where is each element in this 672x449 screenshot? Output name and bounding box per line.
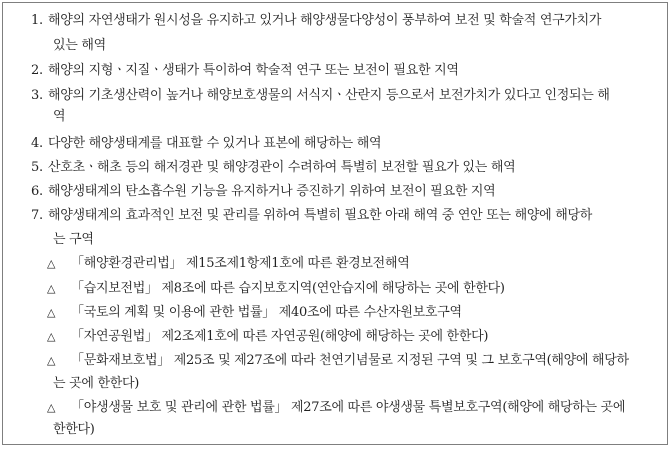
triangle-bullet-icon: △ bbox=[47, 330, 56, 343]
sub-item-text: 「습지보전법」 제8조에 따른 습지보호지역(연안습지에 해당하는 곳에 한한다) bbox=[71, 281, 505, 296]
sub-item-text: 한한다) bbox=[53, 422, 95, 437]
item-text: 해양생태계의 탄소흡수원 기능을 유지하거나 증진하기 위하여 보전이 필요한 지역 bbox=[48, 184, 496, 199]
document-box bbox=[2, 2, 668, 445]
item-text: 역 bbox=[53, 109, 66, 124]
triangle-bullet-icon: △ bbox=[47, 306, 56, 319]
item-text: 다양한 해양생태계를 대표할 수 있거나 표본에 해당하는 해역 bbox=[48, 136, 382, 151]
item-number: 3. bbox=[31, 88, 43, 103]
item-text: 는 구역 bbox=[53, 232, 94, 247]
item-text: 해양의 기초생산력이 높거나 해양보호생물의 서식지ㆍ산란지 등으로서 보전가치가 있다고 인정되는 해 bbox=[48, 88, 610, 103]
triangle-bullet-icon: △ bbox=[47, 354, 56, 367]
list-item-7-continued bbox=[53, 232, 94, 248]
item-text: 있는 해역 bbox=[53, 38, 106, 53]
sub-item-text: 「해양환경관리법」 제15조제1항제1호에 따른 환경보전해역 bbox=[71, 256, 410, 271]
item-text: 해양의 자연생태가 원시성을 유지하고 있거나 해양생물다양성이 풍부하여 보전 및 학술적 연구가치가 bbox=[48, 13, 602, 28]
list-item-3-continued bbox=[53, 109, 65, 125]
item-number: 5. bbox=[31, 160, 43, 175]
list-item-1-continued bbox=[53, 38, 106, 54]
sub-item-text: 「야생생물 보호 및 관리에 관한 법률」 제27조에 따른 야생생물 특별보호구역(해양에 해당하는 곳에 bbox=[71, 400, 626, 415]
sub-item-text: 「자연공원법」 제2조제1호에 따른 자연공원(해양에 해당하는 곳에 한한다) bbox=[71, 329, 489, 344]
sub-item-5-continued bbox=[53, 376, 139, 392]
item-text: 해양생태계의 효과적인 보전 및 관리를 위하여 특별히 필요한 아래 해역 중 연안 또는 해양에 해당하 bbox=[48, 208, 592, 223]
triangle-bullet-icon: △ bbox=[47, 401, 56, 414]
item-number: 2. bbox=[31, 63, 43, 78]
triangle-bullet-icon: △ bbox=[47, 257, 56, 270]
item-number: 4. bbox=[31, 136, 43, 151]
sub-item-text: 「국토의 계획 및 이용에 관한 법률」 제40조에 따른 수산자원보호구역 bbox=[71, 305, 462, 320]
item-text: 산호초ㆍ해초 등의 해저경관 및 해양경관이 수려하여 특별히 보전할 필요가 있는 해역 bbox=[48, 160, 516, 175]
item-number: 7. bbox=[31, 208, 43, 223]
sub-item-6-continued bbox=[53, 422, 95, 438]
item-number: 1. bbox=[31, 13, 43, 28]
triangle-bullet-icon: △ bbox=[47, 282, 56, 295]
sub-item-text: 는 곳에 한한다) bbox=[53, 376, 139, 391]
sub-item-text: 「문화재보호법」 제25조 및 제27조에 따라 천연기념물로 지정된 구역 및 그 보호구역(해양에 해당하 bbox=[71, 353, 629, 368]
item-number: 6. bbox=[31, 184, 43, 199]
item-text: 해양의 지형ㆍ지질ㆍ생태가 특이하여 학술적 연구 또는 보전이 필요한 지역 bbox=[48, 63, 459, 78]
